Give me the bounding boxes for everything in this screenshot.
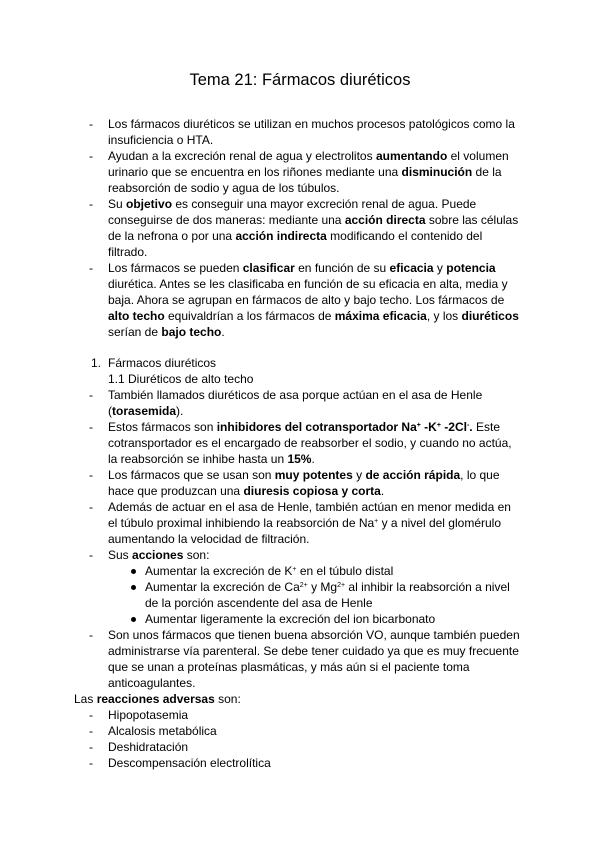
paragraph-line: alto techo equivaldrían a los fármacos de máxima eficacia, y los diuréticos <box>108 309 519 323</box>
paragraph-line: cotransportador es el encargado de reabsorber el sodio, y cuando no actúa, <box>108 436 512 450</box>
paragraph-line: anticoagulantes. <box>108 676 196 690</box>
paragraph-line: Los fármacos se pueden clasificar en función de su eficacia y potencia <box>108 261 496 275</box>
paragraph-line: (torasemida). <box>108 404 184 418</box>
bullet-dot-icon <box>130 563 138 579</box>
paragraph-line: También llamados diuréticos de asa porque actúan en el asa de Henle <box>108 388 483 402</box>
paragraph-line: la reabsorción se inhibe hasta un 15%. <box>108 452 315 466</box>
paragraph-line: insuficiencia o HTA. <box>108 133 214 147</box>
paragraph-line: de la nefrona o por una acción indirecta modificando el contenido del <box>108 229 483 243</box>
sub-list-item: Aumentar la excreción de K+ en el túbulo distal <box>145 564 394 578</box>
page-title: Tema 21: Fármacos diuréticos <box>189 71 411 89</box>
paragraph-line: Ayudan a la excreción renal de agua y electrolitos aumentando el volumen <box>108 149 509 163</box>
list-item: Deshidratación <box>108 740 189 754</box>
list-dash: - <box>89 740 93 754</box>
adverse-reactions-heading: Las reacciones adversas son: <box>74 692 241 706</box>
list-dash: - <box>89 708 93 722</box>
paragraph-line: el túbulo proximal inhibiendo la reabsorción de Na+ y a nivel del glomérulo <box>108 516 501 530</box>
paragraph-line: Son unos fármacos que tienen buena absorción VO, aunque también pueden <box>108 628 520 642</box>
paragraph-line: filtrado. <box>108 245 148 259</box>
sub-list-item: Aumentar ligeramente la excreción del ion bicarbonato <box>145 612 436 626</box>
list-dash: - <box>89 628 93 642</box>
paragraph-line: diurética. Antes se les clasificaba en función de su eficacia en alta, media y <box>108 277 508 291</box>
list-item: Hipopotasemia <box>108 708 189 722</box>
list-dash: - <box>89 420 93 434</box>
paragraph-line: conseguirse de dos maneras: mediante una acción directa sobre las células <box>108 213 519 227</box>
paragraph-line: Estos fármacos son inhibidores del cotransportador Na+ -K+ -2Cl-. Este <box>108 420 500 434</box>
section-number: 1. <box>91 356 102 370</box>
bullet-dot-icon <box>130 579 138 595</box>
list-item: Descompensación electrolítica <box>108 756 271 770</box>
paragraph-line: urinario que se encuentra en los riñones mediante una disminución de la <box>108 165 502 179</box>
list-dash: - <box>89 548 93 562</box>
paragraph-line: Los fármacos diuréticos se utilizan en muchos procesos patológicos como la <box>108 117 515 131</box>
paragraph-line: que se unan a proteínas plasmáticas, y más aún si el paciente toma <box>108 660 470 674</box>
list-dash: - <box>89 197 93 211</box>
sub-list-item: Aumentar la excreción de $Ca^{2+}$ y $Mg^{2+}$ al inhibir la reabsorción a nivel <box>145 580 510 594</box>
bullet-dot-icon <box>130 611 138 627</box>
paragraph-line: reabsorción de sodio y agua de los túbulos. <box>108 181 340 195</box>
list-dash: - <box>89 724 93 738</box>
subsection-heading: 1.1 Diuréticos de alto techo <box>108 372 254 386</box>
paragraph-line: baja. Ahora se agrupan en fármacos de alto y bajo techo. Los fármacos de <box>108 293 505 307</box>
paragraph-line: Su objetivo es conseguir una mayor excreción renal de agua. Puede <box>108 197 477 211</box>
paragraph-line: hace que produzcan una diuresis copiosa y corta. <box>108 484 385 498</box>
list-dash: - <box>89 468 93 482</box>
paragraph-line: serían de bajo techo. <box>108 325 225 339</box>
list-dash: - <box>89 149 93 163</box>
sub-list-item-continuation: de la porción ascendente del asa de Henle <box>145 596 373 610</box>
list-dash: - <box>89 756 93 770</box>
list-item: Alcalosis metabólica <box>108 724 217 738</box>
paragraph-line: Sus acciones son: <box>108 548 210 562</box>
paragraph-line: Además de actuar en el asa de Henle, también actúan en menor medida en <box>108 500 511 514</box>
list-dash: - <box>89 500 93 514</box>
list-dash: - <box>89 388 93 402</box>
paragraph-line: administrarse vía parenteral. Se debe tener cuidado ya que es muy frecuente <box>108 644 519 658</box>
list-dash: - <box>89 261 93 275</box>
paragraph-line: Los fármacos que se usan son muy potentes y de acción rápida, lo que <box>108 468 500 482</box>
paragraph-line: aumentando la velocidad de filtración. <box>108 532 310 546</box>
list-dash: - <box>89 117 93 131</box>
section-heading: Fármacos diuréticos <box>108 356 217 370</box>
